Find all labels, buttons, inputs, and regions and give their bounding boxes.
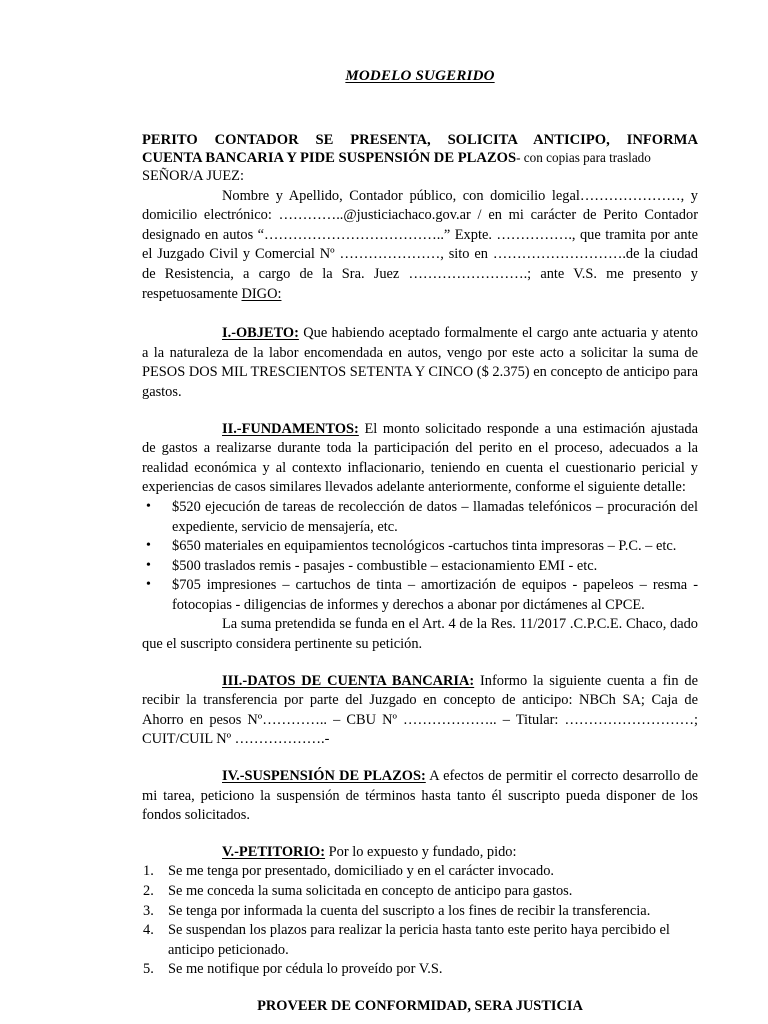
section-objeto-body: Que habiendo aceptado formalmente el cargo ante actuaria y atento a la naturaleza de la labor encomendada en autos, vengo por este acto a solicitar la suma de PESOS DOS MIL TRESCIENTOS SETENTA Y CINCO ($ 2.375) en concepto de anticipo para gastos.	[142, 325, 698, 400]
page-title	[142, 0, 698, 85]
expense-item-text: $500 traslados remis - pasajes - combustible – estacionamiento EMI - etc.	[172, 557, 598, 574]
expense-item-text: $650 materiales en equipamientos tecnológicos -cartuchos tinta impresoras – P.C. – etc.	[172, 538, 677, 555]
petitorio-item-text: Se tenga por informada la cuenta del suscripto a los fines de recibir la transferencia.	[168, 902, 651, 919]
section-fundamentos-label: II.-FUNDAMENTOS:	[222, 420, 359, 437]
section-datos-cuenta-bancaria-label: III.-DATOS DE CUENTA BANCARIA:	[222, 672, 475, 689]
section-datos-cuenta-bancaria	[142, 672, 698, 750]
expense-item-text: $705 impresiones – cartuchos de tinta – amortización de equipos - papeleos – resma - fotocopias - diligencias de informes y derechos a abonar por dictámenes al CPCE.	[172, 577, 698, 613]
section-suspension-plazos	[142, 767, 698, 826]
list-item	[142, 902, 698, 922]
fundamento-closing-text: La suma pretendida se funda en el Art. 4 de la Res. 11/2017 .C.P.C.E. Chaco, dado que el suscripto considera pertinente su petición.	[142, 616, 698, 653]
section-petitorio-label: V.-PETITORIO:	[222, 843, 326, 860]
list-item	[142, 882, 698, 902]
section-suspension-plazos-body: A efectos de permitir el correcto desarrollo de mi tarea, peticiono la suspensión de términos hasta tanto él suscripto pueda disponer de los fondos solicitados.	[142, 768, 698, 824]
fundamento-closing	[142, 615, 698, 654]
intro-text: Nombre y Apellido, Contador público, con domicilio legal…………………, y domicilio electrónico: …………..@justiciachaco.gov.ar / en mi carácter de Perito Contador designado en autos “………………………………..” Expte. ……………., que tramita por ante el Juzgado Civil y Comercial Nº …………………, sito en ……………………….de la ciudad de Resistencia, a cargo de la Sra. Juez …………………….; ante V.S. me presento y respetuosamente	[142, 187, 698, 302]
salutation-text: SEÑOR/A JUEZ:	[142, 168, 244, 184]
petitorio-item-text: Se me notifique por cédula lo proveído por V.S.	[168, 961, 443, 978]
petitorio-list	[142, 862, 698, 980]
section-fundamentos	[142, 420, 698, 498]
heading-line-1: PERITO CONTADOR SE PRESENTA, SOLICITA ANTICIPO, INFORMA	[142, 132, 698, 148]
list-item	[142, 862, 698, 882]
document-body	[142, 0, 698, 1015]
petitorio-item-text: Se me tenga por presentado, domiciliado y en el carácter invocado.	[168, 863, 554, 880]
petitorio-item-text: Se me conceda la suma solicitada en concepto de anticipo para gastos.	[168, 883, 573, 899]
list-item	[142, 576, 698, 615]
intro-emphasis: DIGO:	[241, 285, 282, 302]
list-item	[142, 960, 698, 980]
closing-statement	[142, 998, 698, 1015]
document-heading	[142, 131, 698, 167]
section-petitorio-body: Por lo expuesto y fundado, pido:	[325, 843, 517, 860]
list-item	[142, 921, 698, 960]
section-objeto-label: I.-OBJETO:	[222, 325, 299, 342]
list-item	[142, 537, 698, 557]
section-fundamentos-body: El monto solicitado responde a una estimación ajustada de gastos a realizarse durante toda la participación del perito en el proceso, adecuados a la realidad económica y al contexto inflacionario, teniendo en cuenta el cuestionario pericial y experiencias de casos similares llevados adelante anteriormente, conforme el siguiente detalle:	[142, 420, 698, 496]
petitorio-item-text: Se suspendan los plazos para realizar la pericia hasta tanto este perito haya percibido el anticipo peticionado.	[168, 922, 670, 958]
intro-paragraph	[142, 187, 698, 305]
closing-statement-text: PROVEER DE CONFORMIDAD, SERA JUSTICIA	[257, 997, 583, 1014]
section-petitorio	[142, 843, 698, 863]
list-item	[142, 557, 698, 577]
page-title-text: MODELO SUGERIDO	[345, 68, 495, 84]
heading-note: - con copias para traslado	[516, 150, 651, 165]
salutation	[142, 167, 698, 187]
expense-item-text: $520 ejecución de tareas de recolección de datos – llamadas telefónicos – procuración del expediente, servicio de mensajería, etc.	[172, 498, 698, 535]
section-objeto	[142, 324, 698, 402]
section-suspension-plazos-label: IV.-SUSPENSIÓN DE PLAZOS:	[222, 768, 426, 785]
heading-line-2: CUENTA BANCARIA Y PIDE SUSPENSIÓN DE PLAZOS	[142, 150, 517, 166]
section-datos-cuenta-bancaria-body: Informo la siguiente cuenta a fin de recibir la transferencia por parte del Juzgado en concepto de anticipo: NBCh SA; Caja de Ahorro en pesos Nº………….. – CBU Nº ……………….. – Titular: ………………………; CUIT/CUIL Nº ……………….-	[142, 672, 699, 748]
expense-list	[142, 498, 698, 616]
list-item	[142, 498, 698, 537]
